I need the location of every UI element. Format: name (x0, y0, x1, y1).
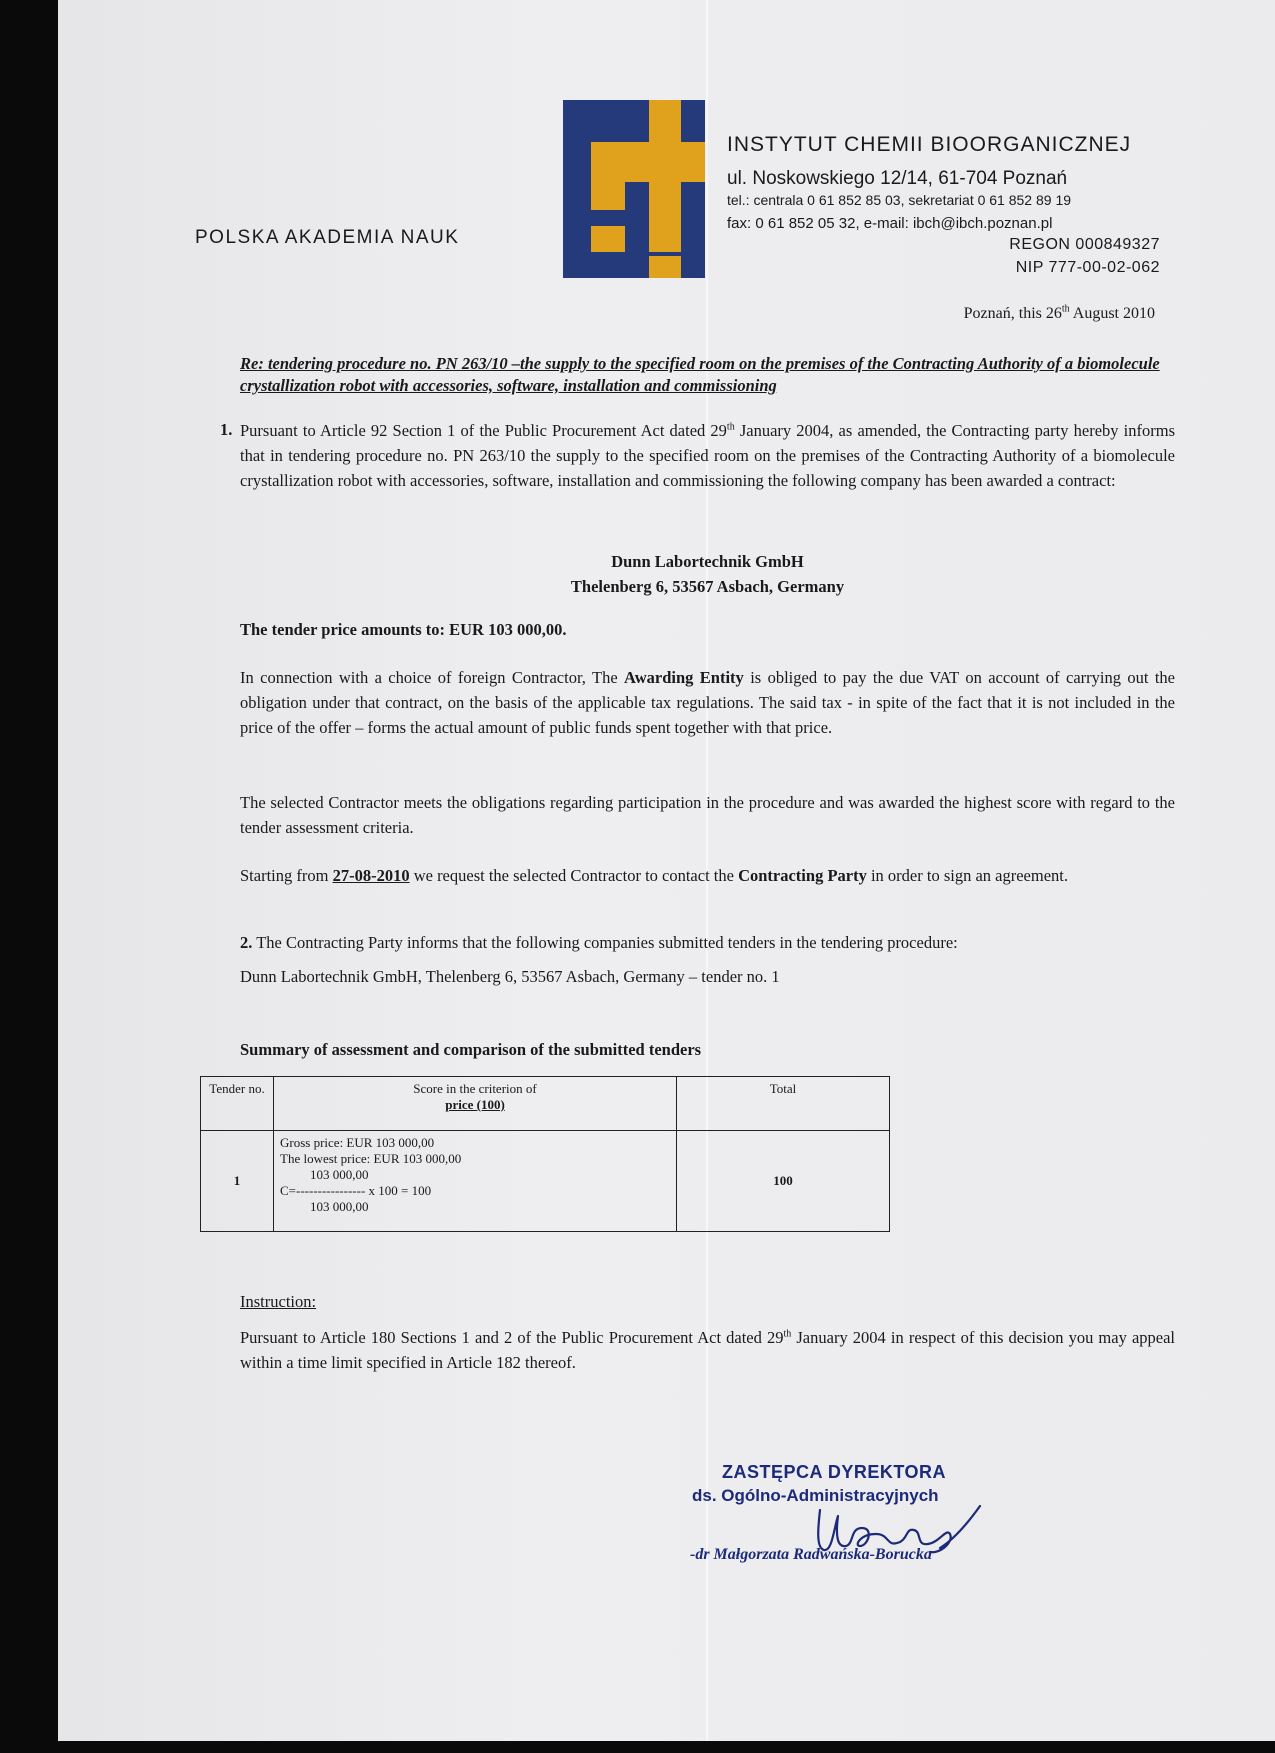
table-row (201, 1131, 890, 1232)
institute-nip: NIP 777-00-02-062 (1015, 259, 1160, 276)
institute-name: INSTYTUT CHEMII BIOORGANICZNEJ (727, 133, 1132, 156)
instruction-text: Pursuant to Article 180 Sections 1 and 2 of the Public Procurement Act dated 29th January 2004 in respect of this decision you may appeal within a time limit specified in Article 182 thereof. (240, 1328, 1175, 1372)
institute-phone: tel.: centrala 0 61 852 85 03, sekretariat 0 61 852 89 19 (727, 192, 1072, 208)
scan-border-left (0, 0, 58, 1753)
institute-address: ul. Noskowskiego 12/14, 61-704 Poznań (727, 168, 1068, 189)
assessment-table (200, 1076, 890, 1232)
institute-fax-email: fax: 0 61 852 05 32, e-mail: ibch@ibch.poznan.pl (727, 215, 1053, 232)
awarded-company-address: Thelenberg 6, 53567 Asbach, Germany (570, 577, 845, 596)
header-tender-no: Tender no. (201, 1077, 274, 1131)
section-1-paragraph-1: Pursuant to Article 92 Section 1 of the Public Procurement Act dated 29th January 2004, as amended, the Contracting party hereby informs that in tendering procedure no. PN 263/10 the supply to the specified room on the premises of the Contracting Authority of a biomolecule crystallization robot with accessories, software, installation and commissioning the following company has been awarded a contract: (240, 421, 1175, 490)
institute-regon: REGON 000849327 (1009, 236, 1160, 253)
letter-subject: Re: tendering procedure no. PN 263/10 –the supply to the specified room on the premises of the Contracting Authority of a biomolecule crystallization robot with accessories, software, installation and commissioning (240, 354, 1160, 395)
cell-total: 100 (677, 1131, 890, 1232)
tender-price-line: The tender price amounts to: EUR 103 000,00. (240, 620, 567, 639)
summary-title: Summary of assessment and comparison of the submitted tenders (240, 1040, 702, 1059)
letter-date: Poznań, this 26th August 2010 (963, 303, 1155, 322)
academy-name: POLSKA AKADEMIA NAUK (195, 227, 460, 248)
section-1-paragraph-agreement: Starting from 27-08-2010 we request the selected Contractor to contact the Contracting Party in order to sign an agreement. (240, 866, 1068, 885)
institute-logo (563, 100, 705, 278)
header-total: Total (677, 1077, 890, 1131)
instruction-title: Instruction: (240, 1292, 317, 1311)
stamp-signatory: -dr Małgorzata Radwańska-Borucka (690, 1546, 932, 1563)
section-1-number: 1. (220, 420, 233, 439)
cell-score-calculation: Gross price: EUR 103 000,00 The lowest price: EUR 103 000,00 103 000,00 C=---------------- x 100 = 100 103 000,00 (274, 1131, 677, 1232)
stamp-department: ds. Ogólno-Administracyjnych (692, 1486, 939, 1505)
section-1-paragraph-vat: In connection with a choice of foreign Contractor, The Awarding Entity is obliged to pay the due VAT on account of carrying out the obligation under that contract, on the basis of the applicable tax regulations. The said tax - in spite of the fact that it is not included in the price of the offer – forms the actual amount of public funds spent together with that price. (240, 668, 1176, 737)
stamp-title: ZASTĘPCA DYREKTORA (722, 1462, 947, 1482)
header-score: Score in the criterion of price (100) (274, 1077, 677, 1131)
cell-tender-no: 1 (201, 1131, 274, 1232)
section-1-paragraph-contractor: The selected Contractor meets the obligations regarding participation in the procedure and was awarded the highest score with regard to the tender assessment criteria. (240, 793, 1175, 837)
section-2-tender-line: Dunn Labortechnik GmbH, Thelenberg 6, 53567 Asbach, Germany – tender no. 1 (240, 967, 780, 986)
scan-border-bottom (0, 1741, 1275, 1753)
section-2-paragraph: 2. The Contracting Party informs that the following companies submitted tenders in the tendering procedure: (240, 933, 958, 952)
table-header-row (201, 1077, 890, 1131)
awarded-company-name: Dunn Labortechnik GmbH (611, 552, 804, 571)
